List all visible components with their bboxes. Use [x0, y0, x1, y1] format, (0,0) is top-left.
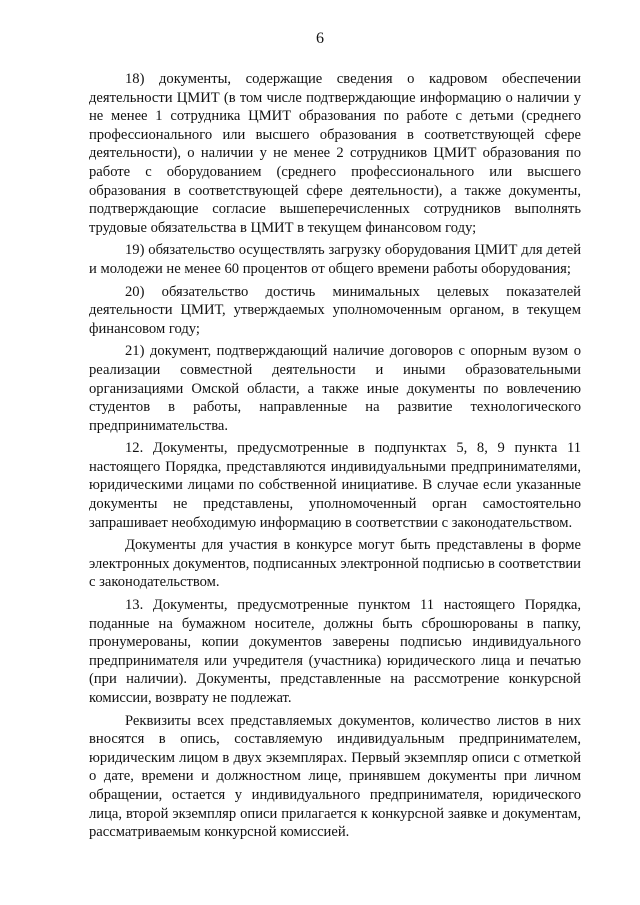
- paragraph-clause-12: 12. Документы, предусмотренные в подпунктах 5, 8, 9 пункта 11 настоящего Порядка, представляются индивидуальными предпринимателями, юридическими лицами по собственной инициативе. В случае если указанные документы не представлены, уполномоченный орган самостоятельно запрашивает необходимую информацию в соответствии с законодательством.: [89, 440, 581, 531]
- paragraph-item-20: 20) обязательство достичь минимальных целевых показателей деятельности ЦМИТ, утверждаемых уполномоченным органом, в текущем финансовом году;: [89, 283, 581, 337]
- paragraph-clause-13: 13. Документы, предусмотренные пунктом 11 настоящего Порядка, поданные на бумажном носителе, должны быть сброшюрованы в папку, пронумерованы, копии документов заверены подписью индивидуального предпринимателя или учредителя (участника) юридического лица и печатью (при наличии). Документы, представленные на рассмотрение конкурсной комиссии, возврату не подлежат.: [89, 597, 581, 706]
- paragraph-item-21: 21) документ, подтверждающий наличие договоров с опорным вузом о реализации совместной деятельности и иными образовательными организациями Омской области, а также иные документы по вовлечению студентов в работы, направленные на развитие технологического предпринимательства.: [89, 343, 581, 434]
- paragraph-item-19: 19) обязательство осуществлять загрузку оборудования ЦМИТ для детей и молодежи не менее 60 процентов от общего времени работы оборудования;: [89, 242, 581, 277]
- paragraph-item-18: 18) документы, содержащие сведения о кадровом обеспечении деятельности ЦМИТ (в том числе подтверждающие информацию о наличии у не менее 1 сотрудника ЦМИТ образования по работе с детьми (среднего профессионального или высшего образования в соответствующей сфере деятельности), о наличии у не менее 2 сотрудников ЦМИТ образования по работе с оборудованием (среднего профессионального или высшего образования в соответствующей сфере деятельности), а также документы, подтверждающие согласие вышеперечисленных сотрудников выполнять трудовые обязательства в ЦМИТ в текущем финансовом году;: [89, 71, 581, 236]
- paragraph-document-inventory: Реквизиты всех представляемых документов, количество листов в них вносятся в опись, составляемую индивидуальным предпринимателем, юридическим лицом в двух экземплярах. Первый экземпляр описи с отметкой о дате, времени и должностном лице, принявшем документы при личном обращении, остается у индивидуального предпринимателя, юридического лица, второй экземпляр описи прилагается к конкурсной заявке и документам, рассматриваемым конкурсной комиссией.: [89, 712, 581, 841]
- paragraph-electronic-documents: Документы для участия в конкурсе могут быть представлены в форме электронных документов, подписанных электронной подписью в соответствии с законодательством.: [89, 537, 581, 591]
- document-body: [89, 70, 581, 846]
- page-number: 6: [316, 30, 324, 47]
